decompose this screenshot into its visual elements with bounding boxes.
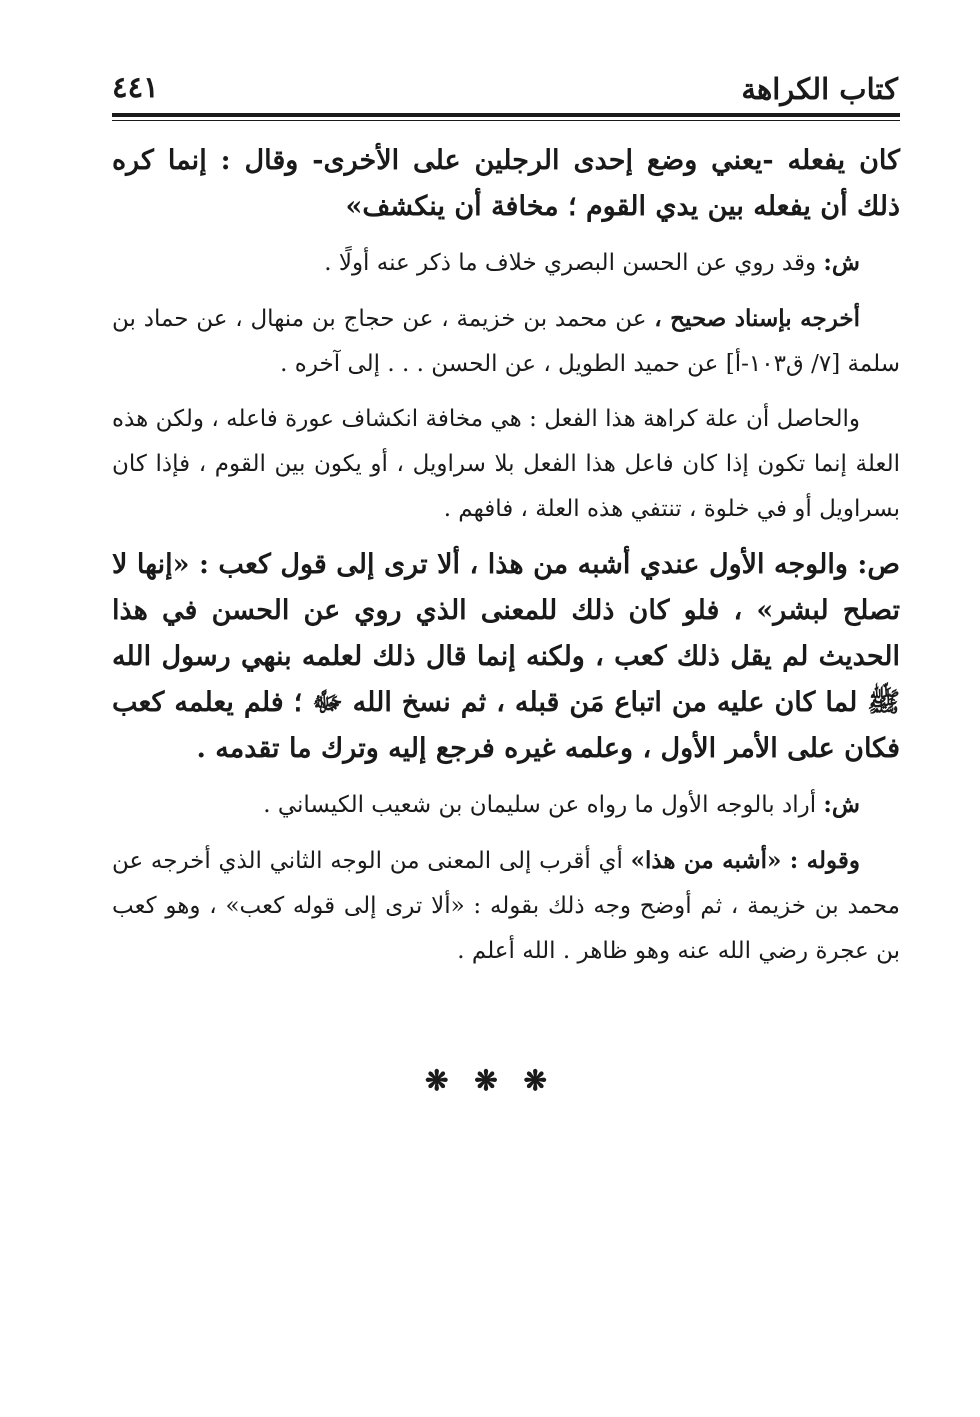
paragraph-label: ش:: [823, 791, 860, 818]
paragraph-label: أخرجه بإسناد صحيح ،: [654, 305, 861, 332]
paragraph-text: والحاصل أن علة كراهة هذا الفعل : هي مخافة انكشاف عورة فاعله ، ولكن هذه العلة إنما تكون إذا كان فاعل هذا الفعل بلا سراويل ، أو يكون بين القوم ، فإذا كان بسراويل أو في خلوة ، تنتفي هذه العلة ، فافهم .: [112, 406, 900, 522]
header-rule-thick: [112, 113, 900, 117]
quote-continuation: [112, 138, 900, 230]
paragraph-text: أي أقرب إلى المعنى من الوجه الثاني الذي أخرجه عن محمد بن خزيمة ، ثم أوضح وجه ذلك بقوله : «ألا ترى إلى قوله كعب» ، وهو كعب بن عجرة رضي الله عنه وهو ظاهر . الله أعلم .: [112, 848, 900, 964]
paragraph-label: وقوله : «أشبه من هذا»: [630, 847, 860, 874]
paragraph-label: ص:: [857, 549, 900, 580]
commentary-paragraph: [112, 838, 900, 974]
page-body: [112, 138, 900, 984]
commentary-paragraph: [112, 782, 900, 828]
page-number: ٤٤١: [112, 70, 159, 104]
commentary-paragraph: [112, 296, 900, 387]
paragraph-text: كان يفعله -يعني وضع إحدى الرجلين على الأخرى- وقال : إنما كره ذلك أن يفعله بين يدي القوم ؛ مخافة أن ينكشف»: [112, 145, 900, 222]
quote-paragraph: [112, 542, 900, 772]
page-header: [112, 68, 898, 110]
commentary-paragraph: [112, 240, 900, 286]
paragraph-text: وقد روي عن الحسن البصري خلاف ما ذكر عنه أولًا .: [324, 250, 824, 276]
commentary-paragraph: [112, 397, 900, 532]
paragraph-text: والوجه الأول عندي أشبه من هذا ، ألا ترى إلى قول كعب : «إنها لا تصلح لبشر» ، فلو كان ذلك للمعنى الذي روي عن الحسن في هذا الحديث لم يقل ذلك كعب ، ولكنه إنما قال ذلك لعلمه بنهي رسول الله ﷺ لما كان عليه من اتباع مَن قبله ، ثم نسخ الله ﷻ ؛ فلم يعلمه كعب فكان على الأمر الأول ، وعلمه غيره فرجع إليه وترك ما تقدمه .: [112, 549, 900, 764]
paragraph-text: عن محمد بن خزيمة ، عن حجاج بن منهال ، عن حماد بن سلمة [٧/ ق١٠٣-أ] عن حميد الطويل ، عن الحسن . . . إلى آخره .: [112, 306, 900, 377]
paragraph-label: ش:: [823, 249, 860, 276]
chapter-title: كتاب الكراهة: [741, 72, 898, 106]
section-separator: ❋ ❋ ❋: [425, 1064, 555, 1097]
paragraph-text: أراد بالوجه الأول ما رواه عن سليمان بن شعيب الكيساني .: [263, 792, 824, 818]
header-rule-thin: [112, 120, 900, 121]
